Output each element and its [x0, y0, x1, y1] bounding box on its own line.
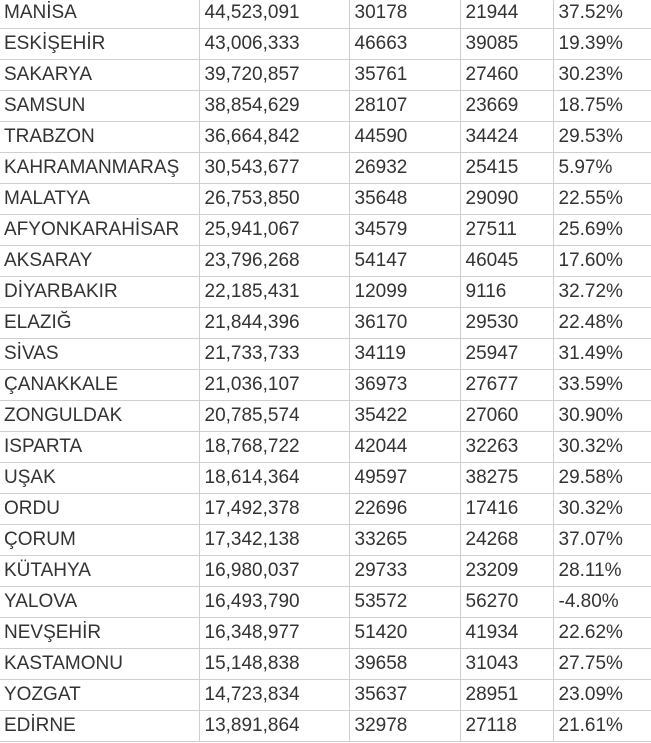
- table-row: [0, 556, 651, 587]
- percent-change-cell: 22.62%: [553, 618, 651, 649]
- count-a-cell: 26932: [349, 153, 460, 184]
- total-value-cell: 25,941,067: [199, 215, 349, 246]
- count-a-cell: 54147: [349, 246, 460, 277]
- total-value-cell: 22,185,431: [199, 277, 349, 308]
- city-name-cell: DİYARBAKIR: [0, 277, 199, 308]
- city-name-cell: MALATYA: [0, 184, 199, 215]
- percent-change-cell: 25.69%: [553, 215, 651, 246]
- count-b-cell: 41934: [460, 618, 553, 649]
- count-a-cell: 39658: [349, 649, 460, 680]
- count-a-cell: 28107: [349, 91, 460, 122]
- city-name-cell: NEVŞEHİR: [0, 618, 199, 649]
- total-value-cell: 16,493,790: [199, 587, 349, 618]
- total-value-cell: 21,844,396: [199, 308, 349, 339]
- percent-change-cell: 30.23%: [553, 60, 651, 91]
- total-value-cell: 21,036,107: [199, 370, 349, 401]
- percent-change-cell: 22.48%: [553, 308, 651, 339]
- total-value-cell: 15,148,838: [199, 649, 349, 680]
- percent-change-cell: 29.58%: [553, 463, 651, 494]
- count-b-cell: 32263: [460, 432, 553, 463]
- percent-change-cell: 22.55%: [553, 184, 651, 215]
- count-b-cell: 34424: [460, 122, 553, 153]
- total-value-cell: 16,980,037: [199, 556, 349, 587]
- total-value-cell: 18,614,364: [199, 463, 349, 494]
- table-row: [0, 680, 651, 711]
- total-value-cell: 43,006,333: [199, 29, 349, 60]
- percent-change-cell: 19.39%: [553, 29, 651, 60]
- count-a-cell: 29733: [349, 556, 460, 587]
- percent-change-cell: 31.49%: [553, 339, 651, 370]
- total-value-cell: 44,523,091: [199, 0, 349, 29]
- table-row: [0, 618, 651, 649]
- total-value-cell: 17,492,378: [199, 494, 349, 525]
- city-name-cell: ORDU: [0, 494, 199, 525]
- count-b-cell: 29090: [460, 184, 553, 215]
- percent-change-cell: 37.52%: [553, 0, 651, 29]
- city-name-cell: TRABZON: [0, 122, 199, 153]
- table-row: [0, 463, 651, 494]
- percent-change-cell: 33.59%: [553, 370, 651, 401]
- count-b-cell: 25415: [460, 153, 553, 184]
- table-row: [0, 494, 651, 525]
- table-row: [0, 60, 651, 91]
- count-a-cell: 35648: [349, 184, 460, 215]
- percent-change-cell: 28.11%: [553, 556, 651, 587]
- count-b-cell: 23209: [460, 556, 553, 587]
- count-a-cell: 12099: [349, 277, 460, 308]
- count-b-cell: 9116: [460, 277, 553, 308]
- table-row: [0, 91, 651, 122]
- total-value-cell: 39,720,857: [199, 60, 349, 91]
- total-value-cell: 18,768,722: [199, 432, 349, 463]
- total-value-cell: 21,733,733: [199, 339, 349, 370]
- percent-change-cell: 5.97%: [553, 153, 651, 184]
- count-b-cell: 28951: [460, 680, 553, 711]
- count-a-cell: 34119: [349, 339, 460, 370]
- count-a-cell: 51420: [349, 618, 460, 649]
- count-a-cell: 30178: [349, 0, 460, 29]
- total-value-cell: 13,891,864: [199, 711, 349, 742]
- percent-change-cell: 30.32%: [553, 432, 651, 463]
- percent-change-cell: 30.32%: [553, 494, 651, 525]
- count-b-cell: 29530: [460, 308, 553, 339]
- count-a-cell: 35422: [349, 401, 460, 432]
- total-value-cell: 14,723,834: [199, 680, 349, 711]
- count-a-cell: 36973: [349, 370, 460, 401]
- count-a-cell: 35637: [349, 680, 460, 711]
- total-value-cell: 16,348,977: [199, 618, 349, 649]
- city-name-cell: AKSARAY: [0, 246, 199, 277]
- table-row: [0, 0, 651, 29]
- city-name-cell: SAKARYA: [0, 60, 199, 91]
- count-b-cell: 23669: [460, 91, 553, 122]
- city-name-cell: MANİSA: [0, 0, 199, 29]
- count-a-cell: 32978: [349, 711, 460, 742]
- count-a-cell: 22696: [349, 494, 460, 525]
- count-b-cell: 31043: [460, 649, 553, 680]
- city-name-cell: ÇANAKKALE: [0, 370, 199, 401]
- total-value-cell: 23,796,268: [199, 246, 349, 277]
- count-b-cell: 27460: [460, 60, 553, 91]
- count-b-cell: 27060: [460, 401, 553, 432]
- table-row: [0, 525, 651, 556]
- city-name-cell: YALOVA: [0, 587, 199, 618]
- percent-change-cell: 37.07%: [553, 525, 651, 556]
- percent-change-cell: 27.75%: [553, 649, 651, 680]
- city-name-cell: KAHRAMANMARAŞ: [0, 153, 199, 184]
- table-row: [0, 184, 651, 215]
- total-value-cell: 30,543,677: [199, 153, 349, 184]
- table-row: [0, 246, 651, 277]
- city-name-cell: SAMSUN: [0, 91, 199, 122]
- percent-change-cell: 30.90%: [553, 401, 651, 432]
- total-value-cell: 26,753,850: [199, 184, 349, 215]
- total-value-cell: 17,342,138: [199, 525, 349, 556]
- percent-change-cell: 32.72%: [553, 277, 651, 308]
- percent-change-cell: -4.80%: [553, 587, 651, 618]
- city-name-cell: ISPARTA: [0, 432, 199, 463]
- table-row: [0, 277, 651, 308]
- count-b-cell: 21944: [460, 0, 553, 29]
- count-b-cell: 46045: [460, 246, 553, 277]
- count-a-cell: 49597: [349, 463, 460, 494]
- count-a-cell: 33265: [349, 525, 460, 556]
- count-a-cell: 42044: [349, 432, 460, 463]
- table-row: [0, 587, 651, 618]
- table-row: [0, 215, 651, 246]
- city-name-cell: YOZGAT: [0, 680, 199, 711]
- count-a-cell: 34579: [349, 215, 460, 246]
- total-value-cell: 36,664,842: [199, 122, 349, 153]
- count-b-cell: 27118: [460, 711, 553, 742]
- count-a-cell: 36170: [349, 308, 460, 339]
- table-row: [0, 649, 651, 680]
- percent-change-cell: 17.60%: [553, 246, 651, 277]
- table-row: [0, 401, 651, 432]
- city-name-cell: ESKİŞEHİR: [0, 29, 199, 60]
- city-name-cell: ELAZIĞ: [0, 308, 199, 339]
- city-name-cell: AFYONKARAHİSAR: [0, 215, 199, 246]
- count-a-cell: 53572: [349, 587, 460, 618]
- percent-change-cell: 29.53%: [553, 122, 651, 153]
- table-row: [0, 308, 651, 339]
- count-b-cell: 17416: [460, 494, 553, 525]
- city-name-cell: SİVAS: [0, 339, 199, 370]
- table-row: [0, 339, 651, 370]
- percent-change-cell: 21.61%: [553, 711, 651, 742]
- city-name-cell: ÇORUM: [0, 525, 199, 556]
- count-b-cell: 27511: [460, 215, 553, 246]
- percent-change-cell: 18.75%: [553, 91, 651, 122]
- count-a-cell: 46663: [349, 29, 460, 60]
- city-name-cell: EDİRNE: [0, 711, 199, 742]
- table-row: [0, 122, 651, 153]
- percent-change-cell: 23.09%: [553, 680, 651, 711]
- table-row: [0, 432, 651, 463]
- table-row: [0, 370, 651, 401]
- city-name-cell: ZONGULDAK: [0, 401, 199, 432]
- count-b-cell: 27677: [460, 370, 553, 401]
- city-name-cell: KÜTAHYA: [0, 556, 199, 587]
- count-a-cell: 35761: [349, 60, 460, 91]
- table-row: [0, 153, 651, 184]
- total-value-cell: 20,785,574: [199, 401, 349, 432]
- table-row: [0, 711, 651, 742]
- total-value-cell: 38,854,629: [199, 91, 349, 122]
- table-row: [0, 29, 651, 60]
- count-b-cell: 56270: [460, 587, 553, 618]
- city-name-cell: KASTAMONU: [0, 649, 199, 680]
- count-b-cell: 38275: [460, 463, 553, 494]
- city-name-cell: UŞAK: [0, 463, 199, 494]
- count-a-cell: 44590: [349, 122, 460, 153]
- count-b-cell: 39085: [460, 29, 553, 60]
- count-b-cell: 24268: [460, 525, 553, 556]
- count-b-cell: 25947: [460, 339, 553, 370]
